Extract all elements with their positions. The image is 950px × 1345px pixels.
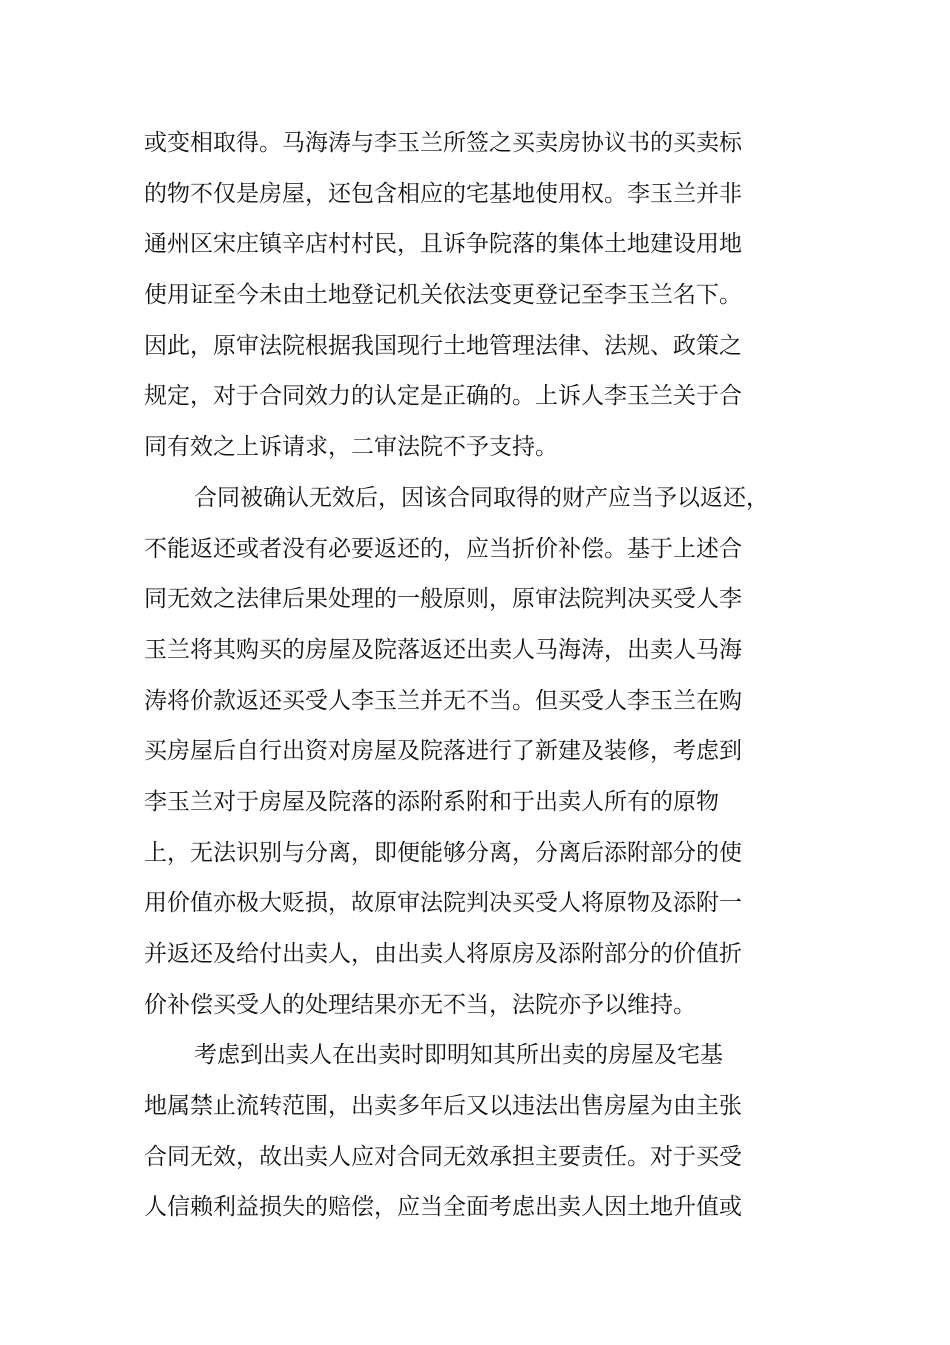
text-line: 合同被确认无效后，因该合同取得的财产应当予以返还， <box>194 484 769 511</box>
text-line: 规定，对于合同效力的认定是正确的。上诉人李玉兰关于合 <box>144 383 742 410</box>
text-line: 地属禁止流转范围，出卖多年后又以违法出售房屋为由主张 <box>144 1093 742 1120</box>
text-line: 用价值亦极大贬损，故原审法院判决买受人将原物及添附一 <box>144 890 742 917</box>
document-body <box>144 118 769 1233</box>
text-line: 买房屋后自行出资对房屋及院落进行了新建及装修，考虑到 <box>144 738 742 765</box>
text-line: 的物不仅是房屋，还包含相应的宅基地使用权。李玉兰并非 <box>144 180 742 207</box>
text-line: 同有效之上诉请求，二审法院不予支持。 <box>144 434 558 461</box>
text-line: 考虑到出卖人在出卖时即明知其所出卖的房屋及宅基 <box>194 1042 723 1069</box>
text-line: 上，无法识别与分离，即便能够分离，分离后添附部分的使 <box>144 839 742 866</box>
text-line: 人信赖利益损失的赔偿，应当全面考虑出卖人因土地升值或 <box>144 1194 742 1221</box>
text-line: 合同无效，故出卖人应对合同无效承担主要责任。对于买受 <box>144 1143 742 1170</box>
text-line: 因此，原审法院根据我国现行土地管理法律、法规、政策之 <box>144 332 742 359</box>
text-line: 价补偿买受人的处理结果亦无不当，法院亦予以维持。 <box>144 991 696 1018</box>
text-line: 李玉兰对于房屋及院落的添附系附和于出卖人所有的原物 <box>144 788 719 815</box>
text-line: 使用证至今未由土地登记机关依法变更登记至李玉兰名下。 <box>144 282 742 309</box>
text-line: 涛将价款返还买受人李玉兰并无不当。但买受人李玉兰在购 <box>144 687 742 714</box>
text-line: 通州区宋庄镇辛店村村民，且诉争院落的集体土地建设用地 <box>144 231 742 258</box>
text-line: 同无效之法律后果处理的一般原则，原审法院判决买受人李 <box>144 586 742 613</box>
text-line: 玉兰将其购买的房屋及院落返还出卖人马海涛，出卖人马海 <box>144 636 742 663</box>
text-line: 并返还及给付出卖人，由出卖人将原房及添附部分的价值折 <box>144 941 742 967</box>
text-line: 或变相取得。马海涛与李玉兰所签之买卖房协议书的买卖标 <box>144 130 742 156</box>
text-line: 不能返还或者没有必要返还的，应当折价补偿。基于上述合 <box>144 535 742 562</box>
